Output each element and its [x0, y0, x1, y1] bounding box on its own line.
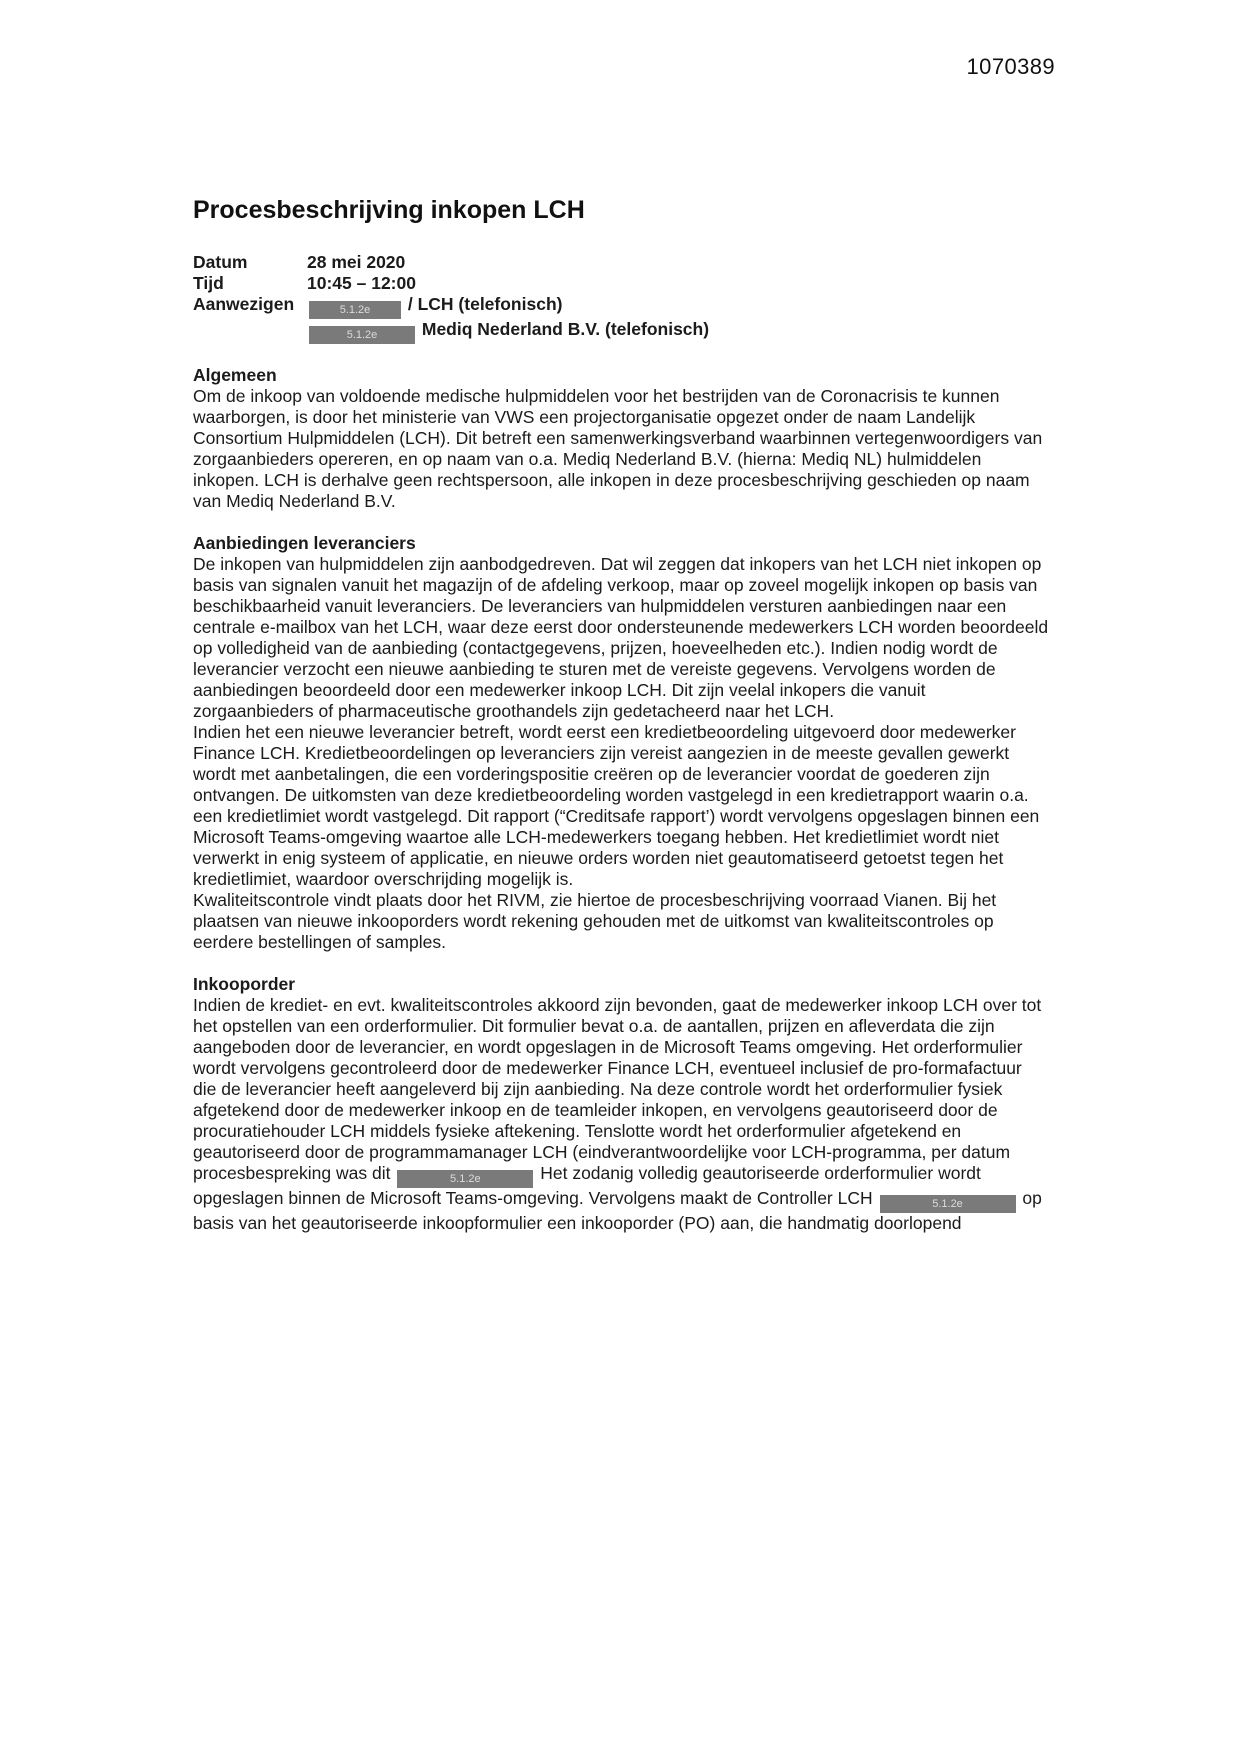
attendee-line-2: [307, 319, 1049, 344]
attendee-line-1: [307, 294, 1049, 319]
meta-row-tijd: [193, 273, 1049, 294]
paragraph-inkooporder: [193, 995, 1049, 1234]
section-inkooporder: [193, 974, 1049, 1234]
meta-label-tijd: Tijd: [193, 273, 224, 293]
section-heading-inkooporder: Inkooporder: [193, 974, 296, 994]
redaction-box: 5.1.2e: [880, 1195, 1016, 1213]
meta-value-tijd: 10:45 – 12:00: [307, 273, 416, 293]
paragraph-algemeen: Om de inkoop van voldoende medische hulpmiddelen voor het bestrijden van de Coronacrisis te kunnen waarborgen, is door het ministerie van VWS een projectorganisatie opgezet onder de naam Landelijk Consortium Hulpmiddelen (LCH). Dit betreft een samenwerkingsverband waarbinnen vertegenwoordigers van zorgaanbieders opereren, en op naam van o.a. Mediq Nederland B.V. (hierna: Mediq NL) hulmiddelen inkopen. LCH is derhalve geen rechtspersoon, alle inkopen in deze procesbeschrijving geschieden op naam van Mediq Nederland B.V.: [193, 386, 1043, 511]
paragraph-aanbiedingen-2: Indien het een nieuwe leverancier betreft, wordt eerst een kredietbeoordeling uitgevoerd door medewerker Finance LCH. Kredietbeoordelingen op leveranciers zijn vereist aangezien in de meeste gevallen gewerkt wordt met aanbetalingen, die een vorderingspositie creëren op de leverancier voordat de goederen zijn ontvangen. De uitkomsten van deze kredietbeoordeling worden vastgelegd in een kredietrapport waarin o.a. een kredietlimiet wordt vastgelegd. Dit rapport (“Creditsafe rapport’) wordt vervolgens opgeslagen binnen een Microsoft Teams-omgeving waartoe alle LCH-medewerkers toegang hebben. Het kredietlimiet wordt niet verwerkt in enig systeem of applicatie, en nieuwe orders worden niet geautomatiseerd getoetst tegen het kredietlimiet, waardoor overschrijding mogelijk is.: [193, 722, 1040, 889]
meta-row-aanwezigen: [193, 294, 1049, 344]
page-number: 1070389: [966, 54, 1055, 79]
meta-block: [193, 252, 1049, 344]
section-algemeen: [193, 365, 1049, 512]
meta-value-aanwezigen: [307, 294, 1049, 344]
section-heading-aanbiedingen: Aanbiedingen leveranciers: [193, 533, 416, 553]
redaction-box: 5.1.2e: [397, 1170, 533, 1188]
section-aanbiedingen-leveranciers: [193, 533, 1049, 953]
meta-value-datum: 28 mei 2020: [307, 252, 406, 272]
paragraph-aanbiedingen-3: Kwaliteitscontrole vindt plaats door het RIVM, zie hiertoe de procesbeschrijving voorraad Vianen. Bij het plaatsen van nieuwe inkooporders wordt rekening gehouden met de uitkomst van kwaliteitscontroles op eerdere bestellingen of samples.: [193, 890, 997, 952]
document-content: [193, 195, 1049, 1234]
meta-row-datum: [193, 252, 1049, 273]
paragraph-aanbiedingen-1: De inkopen van hulpmiddelen zijn aanbodgedreven. Dat wil zeggen dat inkopers van het LCH niet inkopen op basis van signalen vanuit het magazijn of de afdeling verkoop, maar op zoveel mogelijk inkopen op basis van beschikbaarheid vanuit leveranciers. De leveranciers van hulpmiddelen versturen aanbiedingen naar een centrale e-mailbox van het LCH, waar deze eerst door ondersteunende medewerkers LCH worden beoordeeld op volledigheid van de aanbieding (contactgegevens, prijzen, hoeveelheden etc.). Indien nodig wordt de leverancier verzocht een nieuwe aanbieding te sturen met de vereiste gegevens. Vervolgens worden de aanbiedingen beoordeeld door een medewerker inkoop LCH. Dit zijn veelal inkopers die vanuit zorgaanbieders of pharmaceutische groothandels zijn gedetacheerd naar het LCH.: [193, 554, 1049, 721]
meta-label-datum: Datum: [193, 252, 248, 272]
meta-label-aanwezigen: Aanwezigen: [193, 294, 295, 314]
document-title: Procesbeschrijving inkopen LCH: [193, 196, 585, 224]
paragraph-text-segment: Het zodanig volledig geautoriseerde orderformulier wordt opgeslagen binnen de Microsoft Teams-omgeving. Vervolgens maakt de Controller LCH: [193, 1163, 981, 1208]
paragraph-text-segment: op basis van het geautoriseerde inkoopformulier een inkooporder (PO) aan, die handmatig doorlopend: [193, 1188, 1042, 1233]
redaction-box: 5.1.2e: [309, 301, 401, 319]
redaction-box: 5.1.2e: [309, 326, 415, 344]
attendee-line-2-text: Mediq Nederland B.V. (telefonisch): [421, 319, 710, 339]
section-heading-algemeen: Algemeen: [193, 365, 277, 385]
paragraph-text-segment: Indien de krediet- en evt. kwaliteitscontroles akkoord zijn bevonden, gaat de medewerker inkoop LCH over tot het opstellen van een orderformulier. Dit formulier bevat o.a. de aantallen, prijzen en afleverdata die zijn aangeboden door de leverancier, en wordt opgeslagen in de Microsoft Teams omgeving. Het orderformulier wordt vervolgens gecontroleerd door de medewerker Finance LCH, eventueel inclusief de pro-formafactuur die de leverancier heeft aangeleverd bij zijn aanbieding. Na deze controle wordt het orderformulier fysiek afgetekend door de medewerker inkoop en de teamleider inkopen, en vervolgens geautoriseerd door de procuratiehouder LCH middels fysieke aftekening. Tenslotte wordt het orderformulier afgetekend en geautoriseerd door de programmamanager LCH (eindverantwoordelijke voor LCH-programma, per datum procesbespreking was dit: [193, 995, 1042, 1183]
attendee-line-1-text: / LCH (telefonisch): [407, 294, 563, 314]
